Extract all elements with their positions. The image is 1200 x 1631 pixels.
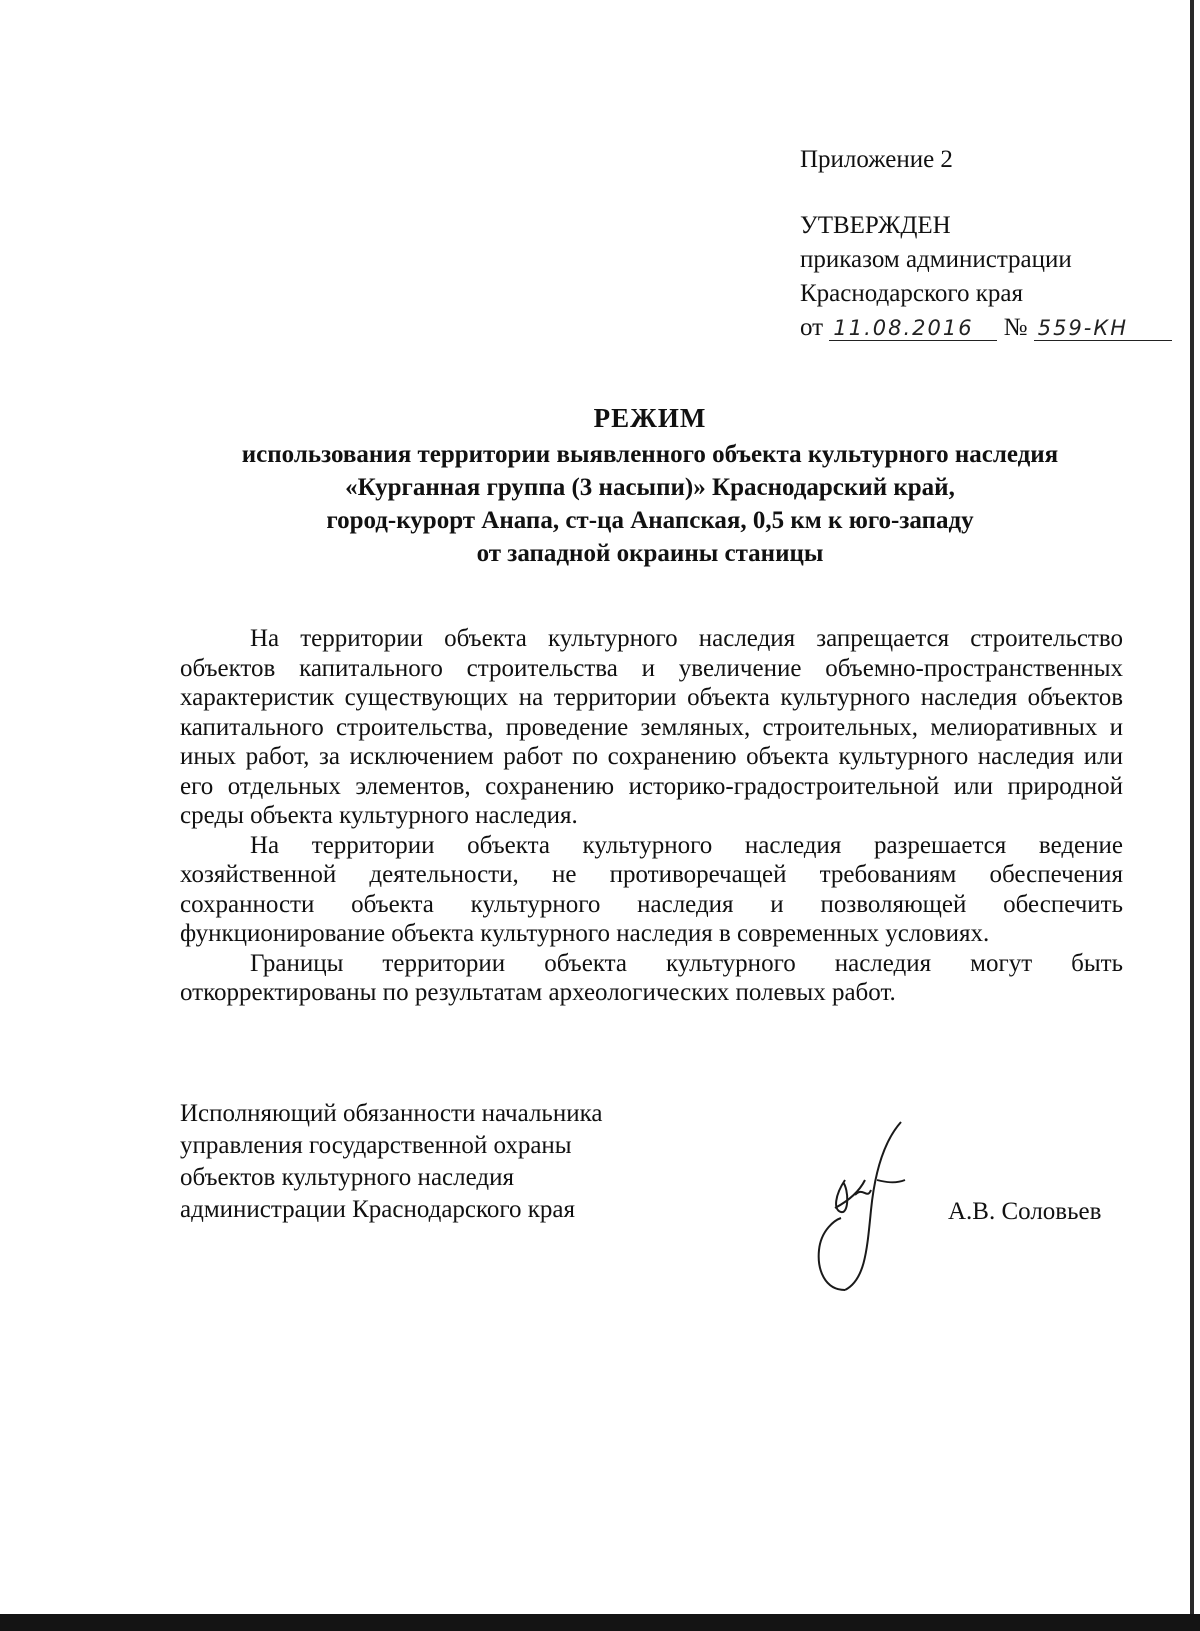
approved-by-line1: приказом администрации [800,246,1072,273]
approved-label: УТВЕРЖДЕН [800,212,951,239]
title-line-4: от западной окраины станицы [476,540,824,567]
document-body [180,624,1123,1008]
document-title: РЕЖИМ [593,403,707,433]
signer-line-1: Исполняющий обязанности начальника [180,1100,603,1127]
document-title-block [150,402,1150,570]
number-prefix: № [1003,314,1028,341]
approved-by-line2: Краснодарского края [800,280,1023,307]
signer-line-4: администрации Краснодарского края [180,1196,576,1223]
order-number-handwritten: 559-КН [1034,316,1172,341]
title-line-2: «Курганная группа (3 насыпи)» Краснодарский край, [345,474,955,501]
date-prefix: от [800,314,824,341]
approval-stamp-block [800,143,1160,345]
scan-edge-bottom [0,1614,1200,1631]
signer-position [180,1098,700,1226]
order-date-handwritten: 11.08.2016 [829,316,997,341]
paragraph-prohibitions: На территории объекта культурного наследия запрещается строительство объектов капитального строительства и увеличение объемно-пространственных характеристик существующих на территории объекта культурного наследия объектов капитального строительства, проведение земляных, строительных, мелиоративных и иных работ, за исключением работ по сохранению объекта культурного наследия или его отдельных элементов, сохранению историко-градостроительной или природной среды объекта культурного наследия. [180,625,1123,829]
signer-line-2: управления государственной охраны [180,1132,572,1159]
paragraph-boundaries: Границы территории объекта культурного наследия могут быть откорректированы по результатам археологических полевых работ. [180,949,1123,1006]
signer-name: А.В. Соловьев [948,1198,1102,1225]
paragraph-permissions: На территории объекта культурного наследия разрешается ведение хозяйственной деятельности, не противоречащей требованиям обеспечения сохранности объекта культурного наследия и позволяющей обеспечить функционирование объекта культурного наследия в современных условиях. [180,831,1123,947]
title-line-1: использования территории выявленного объекта культурного наследия [241,441,1059,468]
signer-line-3: объектов культурного наследия [180,1164,514,1191]
title-line-3: город-курорт Анапа, ст-ца Анапская, 0,5 км к юго-западу [326,507,974,534]
attachment-label: Приложение 2 [800,146,953,173]
handwritten-signature [805,1120,915,1300]
order-reference [800,311,1160,345]
scan-edge-right [1190,0,1194,1631]
